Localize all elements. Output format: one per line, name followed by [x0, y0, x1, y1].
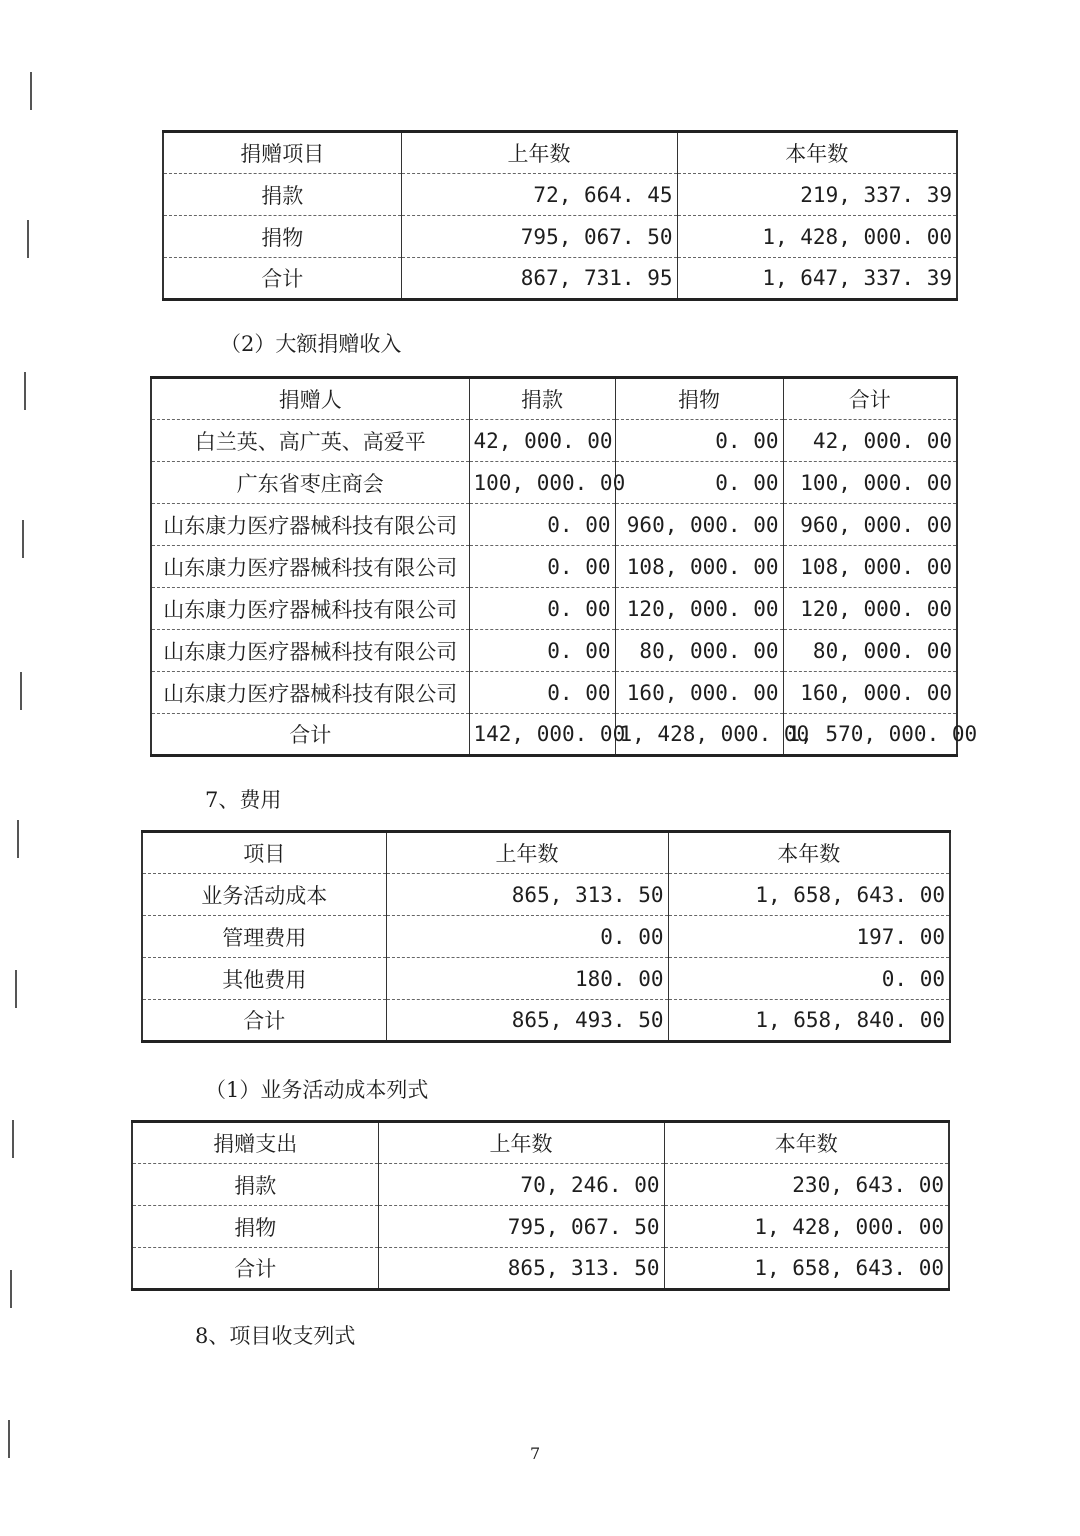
table-row: [163, 216, 957, 258]
current-year-value: 219, 337. 39: [677, 174, 957, 216]
donor-name: 山东康力医疗器械科技有限公司: [151, 672, 469, 714]
prior-year-value: 180. 00: [386, 958, 668, 1000]
header-cell: 本年数: [677, 132, 957, 174]
prior-year-value: 795, 067. 50: [401, 216, 677, 258]
prior-year-value: 0. 00: [386, 916, 668, 958]
cash-value: 100, 000. 00: [469, 462, 615, 504]
table-header-row: [132, 1122, 949, 1164]
goods-value: 80, 000. 00: [615, 630, 783, 672]
binder-mark: [24, 372, 26, 410]
binder-mark: [8, 1420, 10, 1458]
prior-year-value: 867, 731. 95: [401, 258, 677, 300]
project-heading: 8、项目收支列式: [195, 1324, 356, 1348]
goods-value: 0. 00: [615, 462, 783, 504]
goods-value: 120, 000. 00: [615, 588, 783, 630]
total-value: 120, 000. 00: [783, 588, 957, 630]
current-year-value: 0. 00: [668, 958, 950, 1000]
business-cost-table: [131, 1120, 950, 1291]
prior-year-value: 72, 664. 45: [401, 174, 677, 216]
binder-mark: [17, 820, 19, 858]
row-label: 其他费用: [142, 958, 386, 1000]
total-row: [142, 1000, 950, 1042]
goods-value: 0. 00: [615, 420, 783, 462]
row-label: 合计: [142, 1000, 386, 1042]
cash-value: 0. 00: [469, 546, 615, 588]
prior-year-value: 795, 067. 50: [378, 1206, 664, 1248]
donor-name: 山东康力医疗器械科技有限公司: [151, 504, 469, 546]
current-year-value: 1, 428, 000. 00: [677, 216, 957, 258]
total-value: 108, 000. 00: [783, 546, 957, 588]
total-value: 160, 000. 00: [783, 672, 957, 714]
header-cell: 上年数: [401, 132, 677, 174]
goods-value: 960, 000. 00: [615, 504, 783, 546]
binder-mark: [30, 72, 32, 110]
expenses-heading: 7、费用: [205, 788, 282, 812]
current-year-value: 1, 658, 643. 00: [664, 1248, 949, 1290]
binder-mark: [27, 220, 29, 258]
table-row: [142, 874, 950, 916]
header-cell: 上年数: [378, 1122, 664, 1164]
prior-year-value: 865, 313. 50: [386, 874, 668, 916]
table-header-row: [142, 832, 950, 874]
donor-name: 广东省枣庄商会: [151, 462, 469, 504]
donation-income-table: [162, 130, 958, 301]
header-cell: 捐赠人: [151, 378, 469, 420]
total-row: [132, 1248, 949, 1290]
large-donation-table: [150, 376, 978, 757]
table-row: [151, 504, 957, 546]
table-row: [151, 420, 957, 462]
row-label: 捐款: [163, 174, 401, 216]
row-label: 捐物: [163, 216, 401, 258]
table-row: [151, 462, 957, 504]
header-cell: 捐物: [615, 378, 783, 420]
donor-name: 白兰英、高广英、高爱平: [151, 420, 469, 462]
donor-name: 山东康力医疗器械科技有限公司: [151, 588, 469, 630]
prior-year-value: 865, 493. 50: [386, 1000, 668, 1042]
current-year-value: 230, 643. 00: [664, 1164, 949, 1206]
cash-value: 142, 000. 00: [469, 714, 615, 756]
table-row: [151, 672, 957, 714]
donor-name: 合计: [151, 714, 469, 756]
prior-year-value: 865, 313. 50: [378, 1248, 664, 1290]
current-year-value: 1, 428, 000. 00: [664, 1206, 949, 1248]
cash-value: 0. 00: [469, 504, 615, 546]
goods-value: 1, 428, 000. 00: [615, 714, 783, 756]
header-cell: 项目: [142, 832, 386, 874]
business-cost-heading: （1）业务活动成本列式: [205, 1078, 429, 1102]
current-year-value: 1, 658, 643. 00: [668, 874, 950, 916]
table-header-row: [163, 132, 957, 174]
expenses-table: [141, 830, 951, 1043]
header-cell: 合计: [783, 378, 957, 420]
table-row: [132, 1206, 949, 1248]
table-row: [151, 588, 957, 630]
goods-value: 160, 000. 00: [615, 672, 783, 714]
goods-value: 108, 000. 00: [615, 546, 783, 588]
current-year-value: 1, 647, 337. 39: [677, 258, 957, 300]
cash-value: 0. 00: [469, 588, 615, 630]
binder-mark: [15, 970, 17, 1008]
row-label: 合计: [163, 258, 401, 300]
row-label: 合计: [132, 1248, 378, 1290]
total-value: 80, 000. 00: [783, 630, 957, 672]
total-value: 1, 570, 000. 00: [783, 714, 957, 756]
current-year-value: 197. 00: [668, 916, 950, 958]
table-row: [163, 174, 957, 216]
row-label: 捐款: [132, 1164, 378, 1206]
row-label: 业务活动成本: [142, 874, 386, 916]
cash-value: 42, 000. 00: [469, 420, 615, 462]
donor-name: 山东康力医疗器械科技有限公司: [151, 630, 469, 672]
table-row: [142, 958, 950, 1000]
total-row: [151, 714, 957, 756]
header-cell: 本年数: [664, 1122, 949, 1164]
prior-year-value: 70, 246. 00: [378, 1164, 664, 1206]
table-row: [142, 916, 950, 958]
row-label: 管理费用: [142, 916, 386, 958]
current-year-value: 1, 658, 840. 00: [668, 1000, 950, 1042]
total-value: 100, 000. 00: [783, 462, 957, 504]
binder-mark: [20, 672, 22, 710]
large-donation-heading: （2）大额捐赠收入: [220, 332, 402, 356]
total-value: 42, 000. 00: [783, 420, 957, 462]
header-cell: 上年数: [386, 832, 668, 874]
row-label: 捐物: [132, 1206, 378, 1248]
binder-mark: [10, 1270, 12, 1308]
table-row: [151, 546, 957, 588]
page-number: 7: [530, 1444, 541, 1463]
header-cell: 捐赠项目: [163, 132, 401, 174]
cash-value: 0. 00: [469, 630, 615, 672]
table-row: [151, 630, 957, 672]
total-row: [163, 258, 957, 300]
binder-mark: [12, 1120, 14, 1158]
cash-value: 0. 00: [469, 672, 615, 714]
header-cell: 捐款: [469, 378, 615, 420]
donor-name: 山东康力医疗器械科技有限公司: [151, 546, 469, 588]
header-cell: 捐赠支出: [132, 1122, 378, 1164]
table-header-row: [151, 378, 957, 420]
header-cell: 本年数: [668, 832, 950, 874]
binder-mark: [22, 520, 24, 558]
total-value: 960, 000. 00: [783, 504, 957, 546]
table-row: [132, 1164, 949, 1206]
